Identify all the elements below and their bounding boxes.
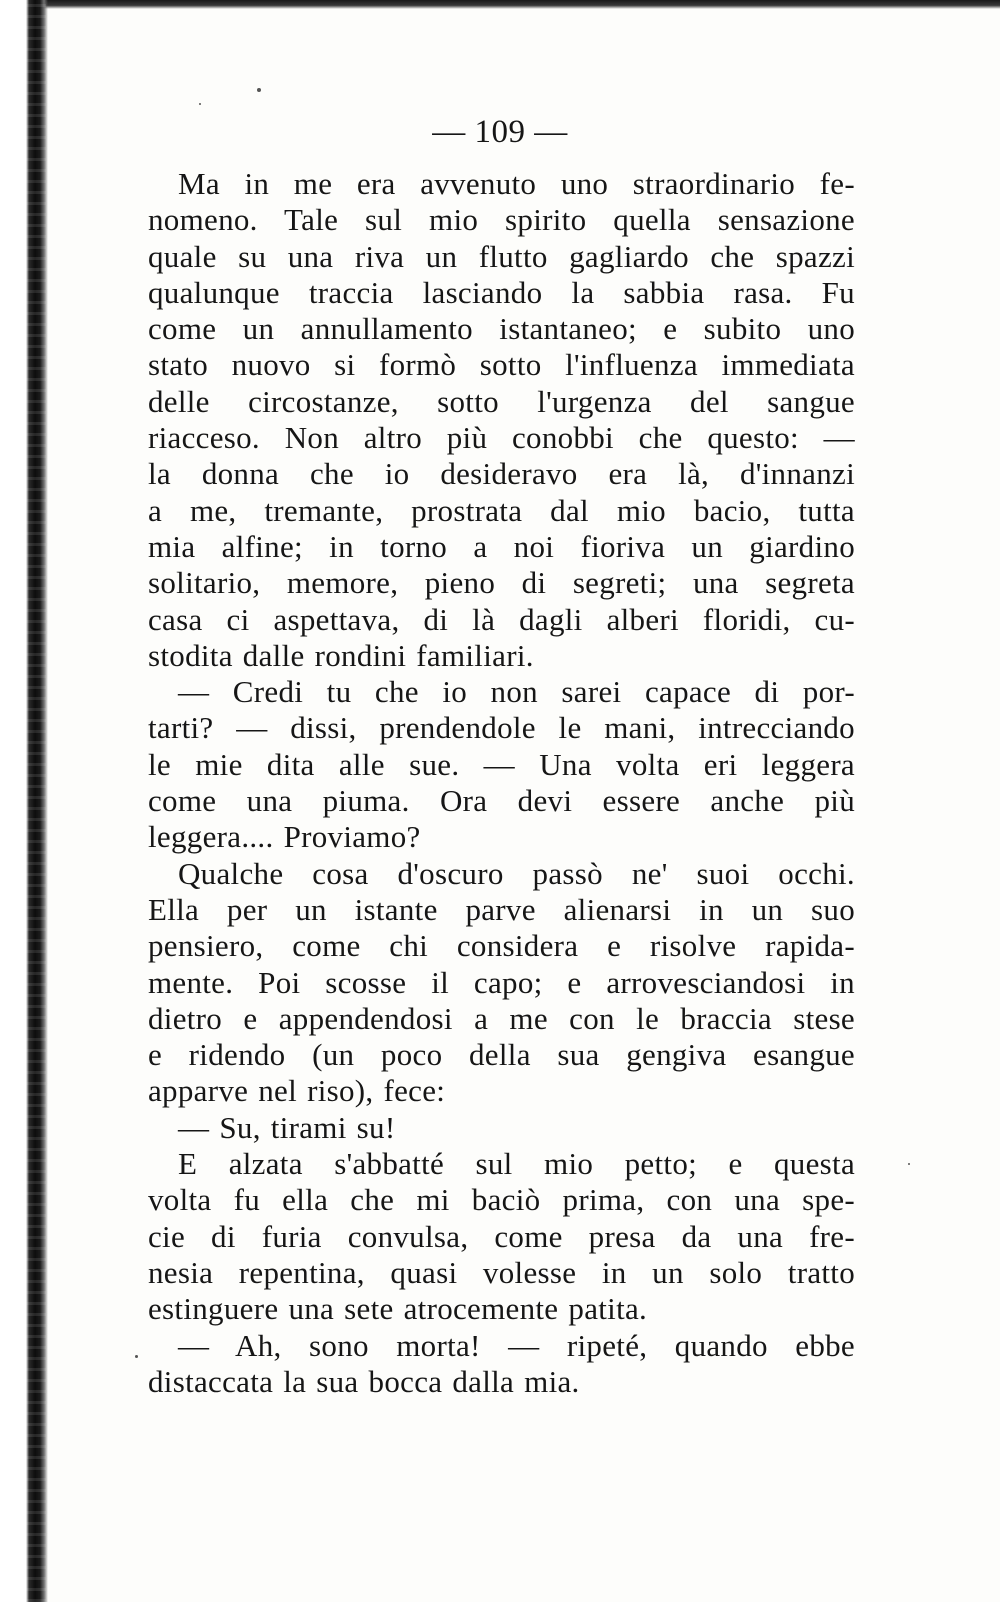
text-line: a me, tremante, prostrata dal mio bacio, tutta bbox=[148, 492, 855, 528]
text-line: stodita dalle rondini familiari. bbox=[148, 637, 534, 673]
text-line: tarti? — dissi, prendendole le mani, intrecciando bbox=[148, 710, 855, 746]
text-line: estinguere una sete atrocemente patita. bbox=[148, 1291, 648, 1327]
text-line: leggera.... Proviamo? bbox=[148, 819, 421, 855]
book-spine-texture bbox=[24, 0, 46, 1602]
text-line: riacceso. Non altro più conobbi che questo: — bbox=[148, 420, 855, 456]
text-line: e ridendo (un poco della sua gengiva esangue bbox=[148, 1037, 855, 1073]
paper-speck bbox=[257, 88, 261, 92]
paragraph bbox=[148, 674, 855, 855]
text-line: Ma in me era avvenuto uno straordinario fe- bbox=[178, 166, 855, 201]
text-line: le mie dita alle sue. — Una volta eri leggera bbox=[148, 746, 855, 782]
paper-speck bbox=[135, 1355, 138, 1358]
text-line: cie di furia convulsa, come presa da una fre- bbox=[148, 1218, 855, 1254]
paragraph bbox=[148, 1110, 855, 1146]
paragraph bbox=[148, 166, 855, 674]
paper-speck bbox=[908, 1163, 910, 1165]
text-line: come un annullamento istantaneo; e subito uno bbox=[148, 311, 855, 347]
text-line: volta fu ella che mi baciò prima, con una spe- bbox=[148, 1182, 855, 1218]
text-line: — Su, tirami su! bbox=[178, 1109, 396, 1145]
paragraph bbox=[148, 1328, 855, 1401]
text-line: — Ah, sono morta! — ripeté, quando ebbe bbox=[178, 1327, 855, 1363]
text-line: casa ci aspettava, di là dagli alberi floridi, cu- bbox=[148, 601, 855, 637]
text-line: nesia repentina, quasi volesse in un solo tratto bbox=[148, 1254, 855, 1290]
page-top-edge bbox=[0, 0, 1000, 9]
text-line: mia alfine; in torno a noi fioriva un giardino bbox=[148, 528, 855, 564]
page-number: — 109 — bbox=[432, 114, 568, 150]
text-line: apparve nel riso), fece: bbox=[148, 1073, 446, 1109]
text-line: nomeno. Tale sul mio spirito quella sensazione bbox=[148, 202, 855, 238]
text-line: Qualche cosa d'oscuro passò ne' suoi occhi. bbox=[178, 855, 855, 891]
text-line: qualunque traccia lasciando la sabbia rasa. Fu bbox=[148, 274, 855, 310]
text-line: distaccata la sua bocca dalla mia. bbox=[148, 1363, 580, 1399]
body-text bbox=[148, 166, 855, 1400]
text-line: quale su una riva un flutto gagliardo che spazzi bbox=[148, 238, 855, 274]
text-line: la donna che io desideravo era là, d'innanzi bbox=[148, 456, 855, 492]
text-line: E alzata s'abbatté sul mio petto; e questa bbox=[178, 1146, 855, 1182]
text-line: dietro e appendendosi a me con le braccia stese bbox=[148, 1000, 855, 1036]
text-line: delle circostanze, sotto l'urgenza del sangue bbox=[148, 383, 855, 419]
paragraph bbox=[148, 856, 855, 1110]
text-line: pensiero, come chi considera e risolve rapida- bbox=[148, 928, 855, 964]
text-line: Ella per un istante parve alienarsi in un suo bbox=[148, 891, 855, 927]
text-line: stato nuovo si formò sotto l'influenza immediata bbox=[148, 347, 855, 383]
paper-speck bbox=[199, 103, 201, 105]
text-line: come una piuma. Ora devi essere anche più bbox=[148, 783, 855, 819]
text-line: solitario, memore, pieno di segreti; una segreta bbox=[148, 565, 855, 601]
text-line: — Credi tu che io non sarei capace di por- bbox=[178, 674, 855, 710]
paragraph bbox=[148, 1146, 855, 1327]
text-line: mente. Poi scosse il capo; e arrovesciandosi in bbox=[148, 964, 855, 1000]
